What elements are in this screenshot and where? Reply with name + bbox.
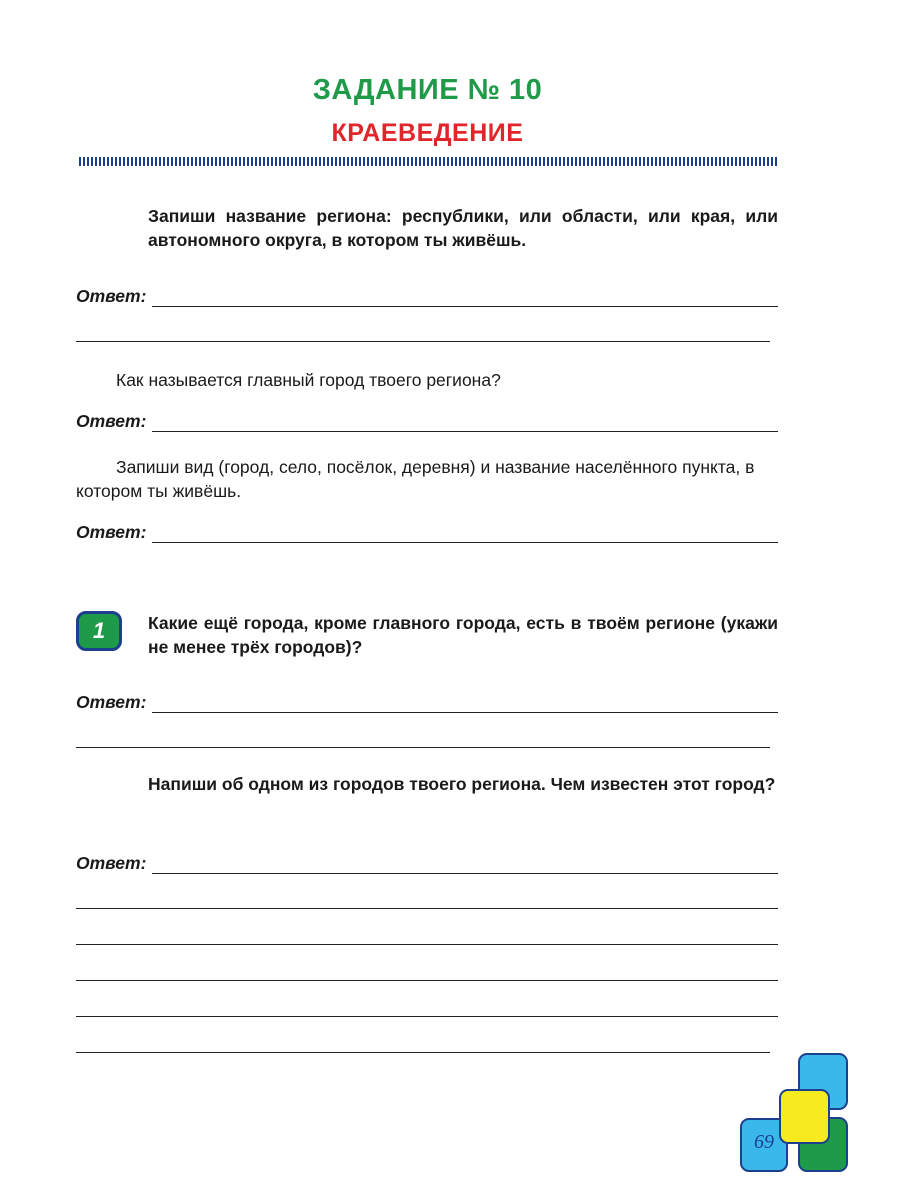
answer-extra-line[interactable] <box>76 944 778 945</box>
task-number-badge: 1 <box>76 611 122 651</box>
answer-row-city-famous <box>76 853 778 874</box>
answer-line[interactable] <box>152 411 778 432</box>
answer-extra-line[interactable] <box>76 747 770 748</box>
header-divider <box>79 157 777 166</box>
answer-row-settlement <box>76 522 778 543</box>
answer-label: Ответ: <box>76 522 147 542</box>
answer-row-other-cities <box>76 692 778 713</box>
task-title: ЗАДАНИЕ № 10 <box>312 74 543 106</box>
answer-line[interactable] <box>152 853 778 874</box>
question-region: Запиши название региона: республики, или области, или края, или автономного округа, в котором ты живёшь. <box>148 206 778 250</box>
answer-extra-line[interactable] <box>76 980 778 981</box>
answer-line[interactable] <box>152 286 778 307</box>
answer-label: Ответ: <box>76 692 147 712</box>
question-city-famous: Напиши об одном из городов твоего региона. Чем известен этот город? <box>148 774 776 794</box>
answer-row-region <box>76 286 778 307</box>
question-settlement: Запиши вид (город, село, посёлок, деревня) и название населённого пункта, в котором ты живёшь. <box>76 457 755 501</box>
answer-label: Ответ: <box>76 286 147 306</box>
answer-label: Ответ: <box>76 411 147 431</box>
answer-extra-line[interactable] <box>76 908 778 909</box>
question-other-cities: Какие ещё города, кроме главного города, есть в твоём регионе (укажи не менее трёх городов)? <box>148 613 778 657</box>
subject-title: КРАЕВЕДЕНИЕ <box>331 119 524 147</box>
answer-extra-line[interactable] <box>76 1016 778 1017</box>
answer-row-main-city <box>76 411 778 432</box>
answer-line[interactable] <box>152 692 778 713</box>
question-main-city: Как называется главный город твоего региона? <box>116 370 501 390</box>
answer-extra-line[interactable] <box>76 341 770 342</box>
page-number: 69 <box>754 1130 774 1153</box>
answer-line[interactable] <box>152 522 778 543</box>
answer-label: Ответ: <box>76 853 147 873</box>
answer-extra-line[interactable] <box>76 1052 770 1053</box>
